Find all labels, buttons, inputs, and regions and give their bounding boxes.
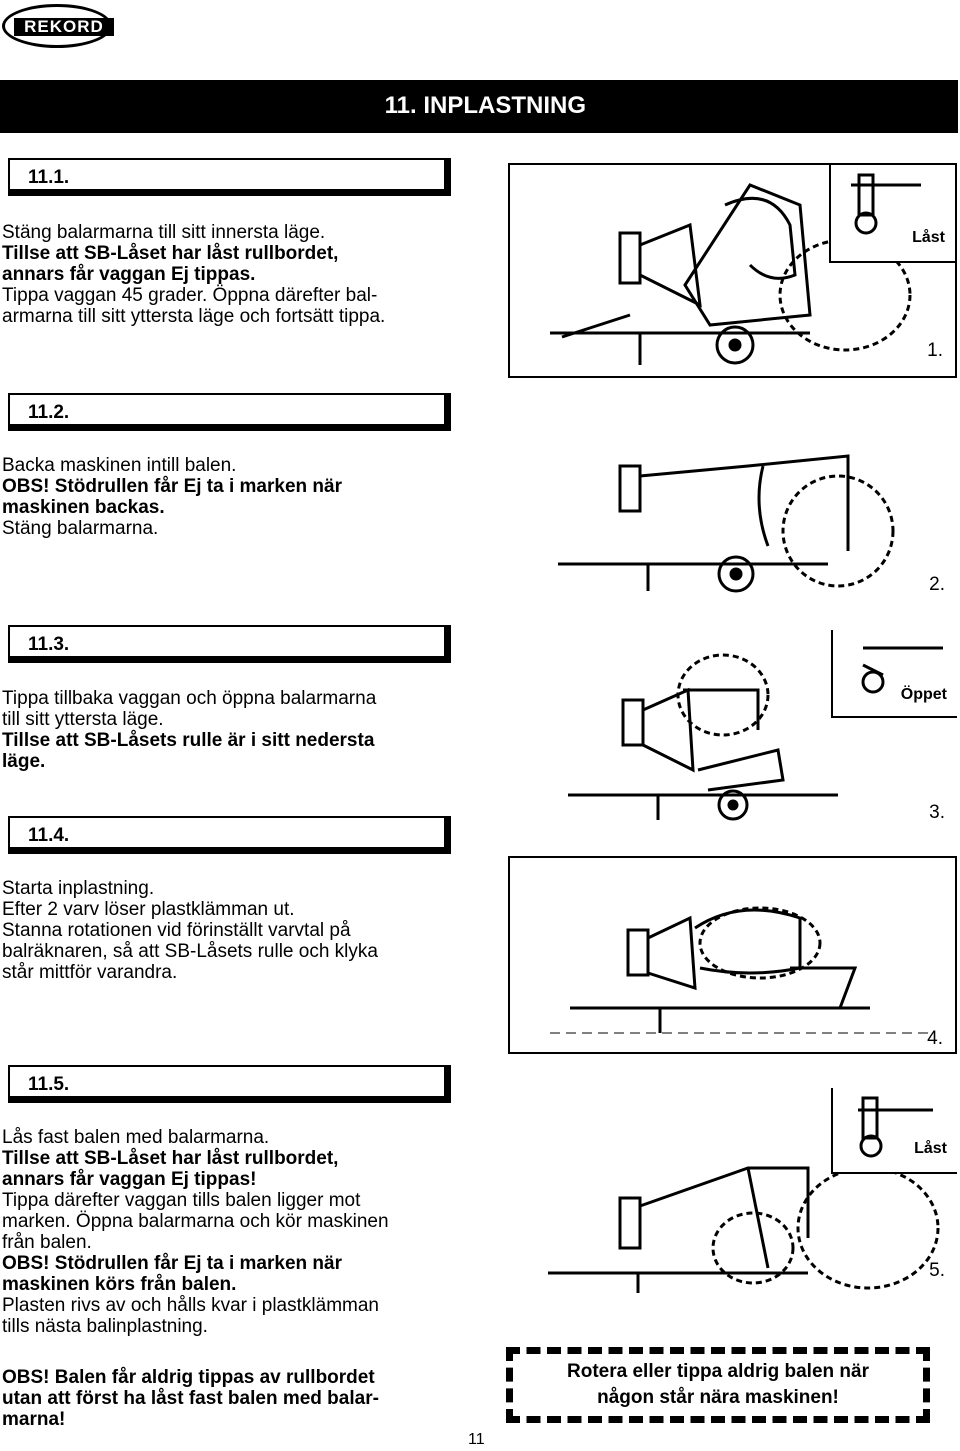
safety-warning-box: [506, 1347, 930, 1423]
figure-1: [508, 163, 957, 378]
lock-detail-box: [831, 630, 957, 718]
text-line: annars får vaggan Ej tippas.: [2, 264, 256, 285]
figure-5: [508, 1088, 957, 1298]
text-line: maskinen körs från balen.: [2, 1274, 237, 1295]
text-line: Stäng balarmarna.: [2, 518, 159, 539]
text-line: Lås fast balen med balarmarna.: [2, 1127, 270, 1148]
section-text-11-2: [2, 455, 454, 539]
section-text-11-4: [2, 878, 454, 983]
section-heading-11-3: 11.3.: [8, 625, 451, 663]
chapter-header: [0, 80, 958, 133]
warning-line: någon står nära maskinen!: [597, 1387, 839, 1408]
text-line: OBS! Balen får aldrig tippas av rullbordet: [2, 1367, 375, 1388]
lock-detail-box: [831, 1088, 957, 1174]
machine-illustration: [508, 436, 957, 596]
text-line: utan att först ha låst fast balen med balar-: [2, 1388, 379, 1409]
section-text-11-3: [2, 688, 454, 772]
lock-state-label: Låst: [912, 229, 945, 246]
text-line: till sitt yttersta läge.: [2, 709, 164, 730]
logo-text: REKORD: [14, 18, 114, 36]
text-line: balräknaren, så att SB-Låsets rulle och klyka: [2, 941, 378, 962]
lock-detail-icon: [833, 1088, 957, 1172]
text-line: Efter 2 varv löser plastklämman ut.: [2, 899, 295, 920]
text-line: armarna till sitt yttersta läge och fortsätt tippa.: [2, 306, 386, 327]
figure-number: 2.: [929, 574, 945, 595]
section-heading-11-4: 11.4.: [8, 816, 451, 854]
text-line: OBS! Stödrullen får Ej ta i marken när: [2, 1253, 342, 1274]
text-line: Plasten rivs av och hålls kvar i plastklämman: [2, 1295, 379, 1316]
text-line: Tippa tillbaka vaggan och öppna balarmarna: [2, 688, 377, 709]
figure-4: [508, 856, 957, 1054]
lock-state-label: Öppet: [900, 686, 947, 703]
figure-number: 5.: [929, 1260, 945, 1281]
warning-line: Rotera eller tippa aldrig balen när: [567, 1361, 869, 1382]
text-line: Stanna rotationen vid förinställt varvtal på: [2, 920, 351, 941]
page-number: 11: [468, 1431, 485, 1448]
text-line: Starta inplastning.: [2, 878, 155, 899]
text-line: marken. Öppna balarmarna och kör maskinen: [2, 1211, 389, 1232]
lock-detail-box: [829, 165, 955, 263]
machine-illustration: [510, 858, 955, 1052]
text-line: läge.: [2, 751, 46, 772]
rekord-logo: [2, 4, 114, 48]
text-line: Tippa vaggan 45 grader. Öppna därefter bal-: [2, 285, 378, 306]
figure-number: 1.: [927, 340, 943, 361]
text-line: marna!: [2, 1409, 66, 1430]
text-line: Tillse att SB-Låsets rulle är i sitt nedersta: [2, 730, 375, 751]
section-text-11-1: [2, 222, 454, 327]
text-line: tills nästa balinplastning.: [2, 1316, 208, 1337]
text-line: Tillse att SB-Låset har låst rullbordet,: [2, 1148, 339, 1169]
text-line: OBS! Stödrullen får Ej ta i marken när: [2, 476, 342, 497]
text-line: Tillse att SB-Låset har låst rullbordet,: [2, 243, 339, 264]
figure-2: [508, 436, 957, 596]
section-heading-11-5: 11.5.: [8, 1065, 451, 1103]
text-line: maskinen backas.: [2, 497, 165, 518]
text-line: annars får vaggan Ej tippas!: [2, 1169, 257, 1190]
text-line: Stäng balarmarna till sitt innersta läge.: [2, 222, 326, 243]
lock-state-label: Låst: [914, 1140, 947, 1157]
figure-number: 3.: [929, 802, 945, 823]
final-warning-note: [2, 1367, 454, 1430]
section-heading-11-2: 11.2.: [8, 393, 451, 431]
section-heading-11-1: 11.1.: [8, 158, 451, 196]
chapter-title: 11. INPLASTNING: [384, 92, 586, 119]
figure-number: 4.: [927, 1028, 943, 1049]
figure-3: [508, 630, 957, 830]
text-line: står mittför varandra.: [2, 962, 178, 983]
text-line: Tippa därefter vaggan tills balen ligger mot: [2, 1190, 361, 1211]
text-line: från balen.: [2, 1232, 92, 1253]
section-text-11-5: [2, 1127, 454, 1337]
text-line: Backa maskinen intill balen.: [2, 455, 237, 476]
